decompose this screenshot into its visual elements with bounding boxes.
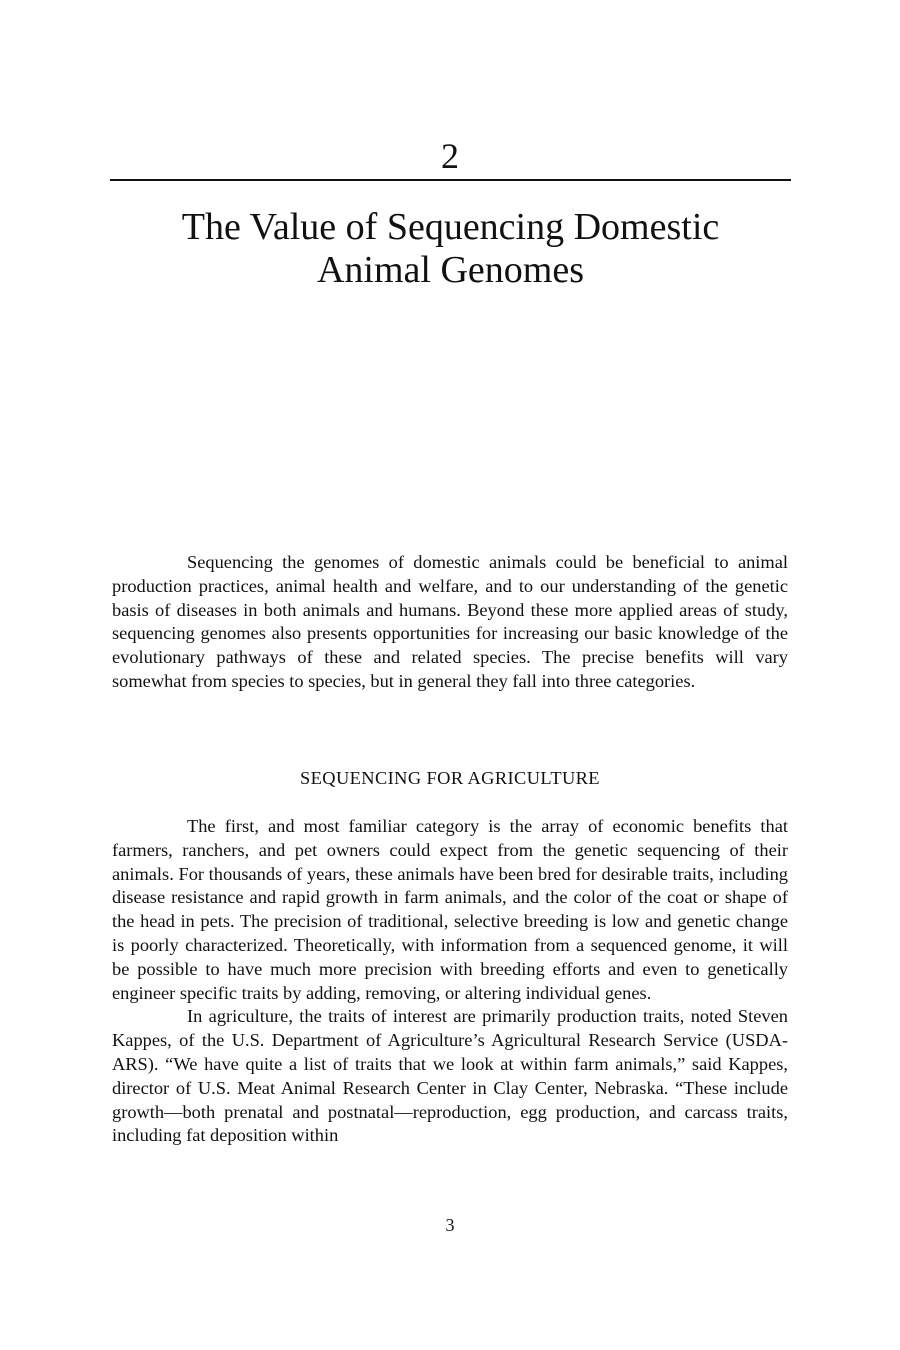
chapter-title-line: Animal Genomes [316,249,584,291]
section-heading: SEQUENCING FOR AGRICULTURE [300,768,600,788]
chapter-title [110,206,791,292]
body-paragraph: In agriculture, the traits of interest are primarily production traits, noted Steven Kappes, of the U.S. Department of Agriculture’s Agricultural Research Service (USDA-ARS). “We have quite a list of traits that we look at within farm animals,” said Kappes, director of U.S. Meat Animal Research Center in Clay Center, Nebraska. “These include growth—both prenatal and postnatal—reproduction, egg production, and carcass traits, including fat deposition within [112,1006,788,1146]
chapter-divider [110,179,791,181]
body-paragraph: The first, and most familiar category is the array of economic benefits that farmers, ranchers, and pet owners could expect from the genetic sequencing of their animals. For thousands of years, these animals have been bred for desirable traits, including disease resistance and rapid growth in farm animals, and the color of the coat or shape of the head in pets. The precision of traditional, selective breeding is low and genetic change is poorly characterized. Theoretically, with information from a sequenced genome, it will be possible to have much more precision with breeding efforts and even to genetically engineer specific traits by adding, removing, or altering individual genes. [112,816,788,1003]
section-body [112,815,788,1148]
intro-paragraph: Sequencing the genomes of domestic animals could be beneficial to animal production practices, animal health and welfare, and to our understanding of the genetic basis of diseases in both animals and humans. Beyond these more applied areas of study, sequencing genomes also presents opportunities for increasing our basic knowledge of the evolutionary pathways of these and related species. The precise benefits will vary somewhat from species to species, but in general they fall into three categories. [112,552,788,691]
chapter-number: 2 [441,136,459,176]
chapter-title-line: The Value of Sequencing Domestic [181,206,720,248]
intro-section [112,551,788,694]
page-number: 3 [445,1215,455,1235]
